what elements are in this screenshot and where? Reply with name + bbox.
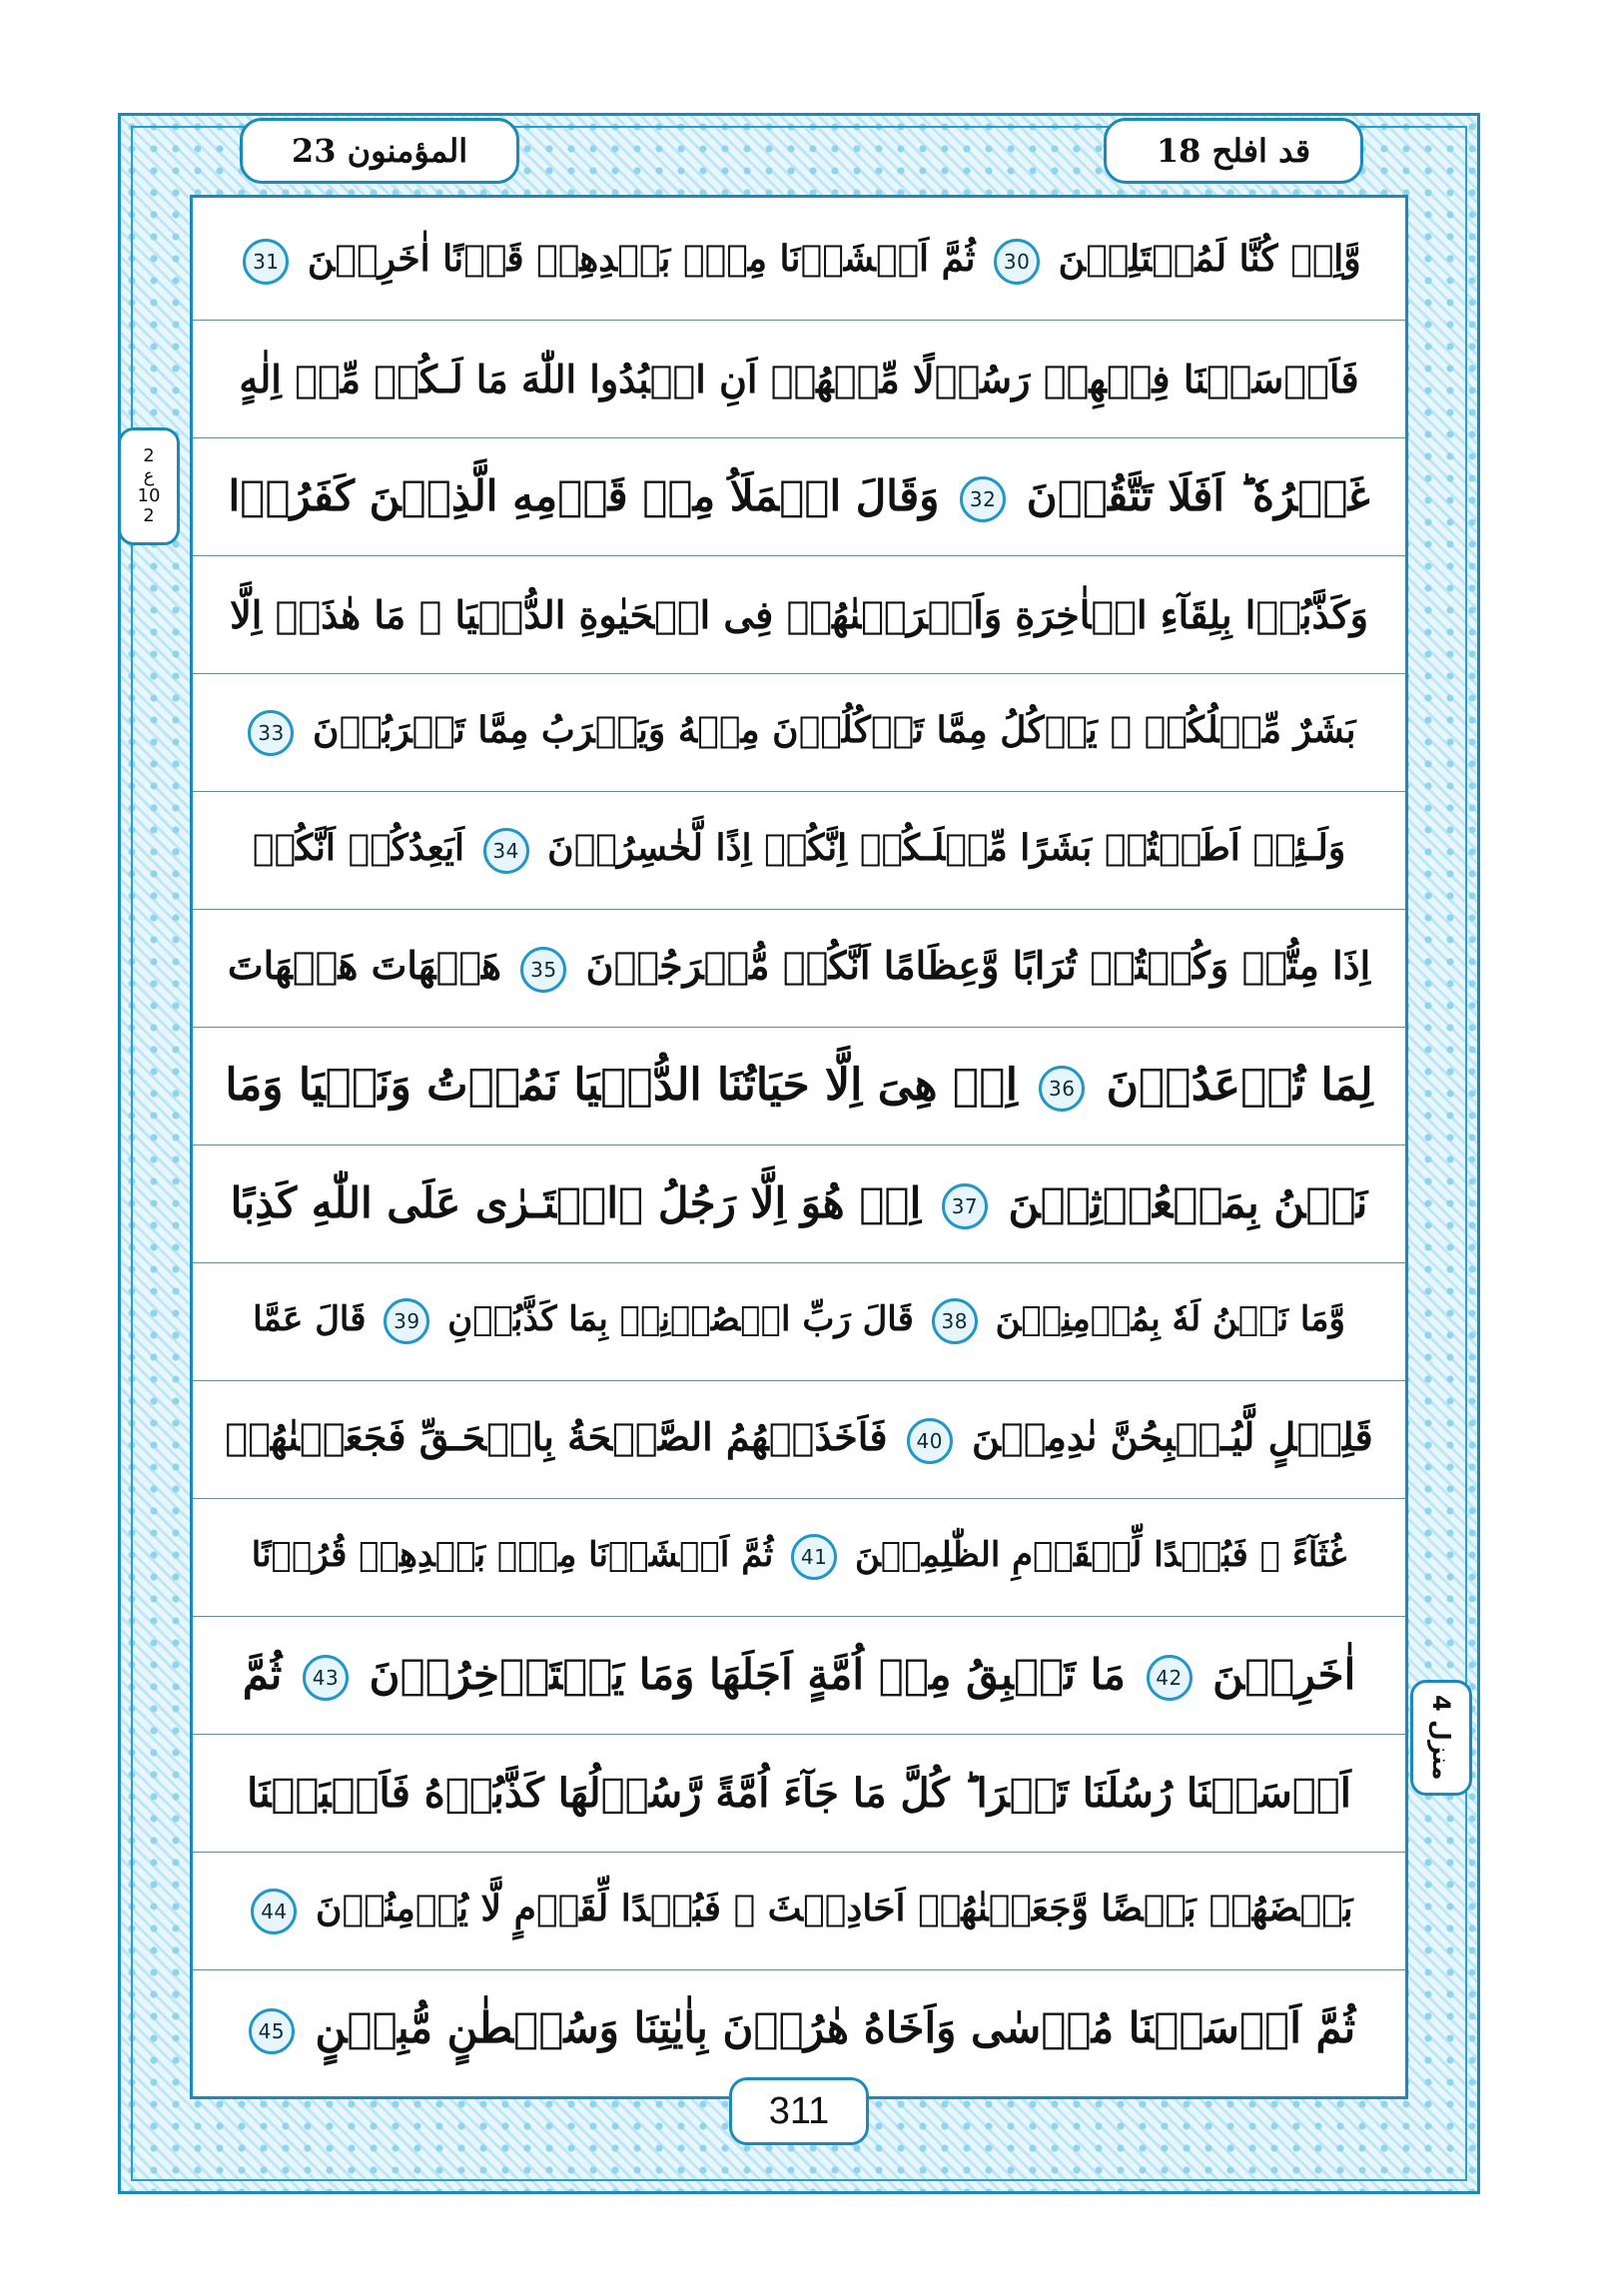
verse-line	[193, 1734, 1405, 1852]
ayah-number-marker: 44	[251, 1889, 297, 1934]
verse-line-text	[230, 592, 1368, 637]
verse-line-text	[252, 1534, 1347, 1580]
para-header	[1104, 118, 1363, 184]
ruku-symbol: ع	[143, 465, 155, 486]
verse-segment: قَالَ عَمَّا	[253, 1299, 367, 1339]
verse-line	[193, 437, 1405, 555]
verse-segment: نَحۡنُ بِمَبۡعُوۡثِيۡنَ	[1008, 1177, 1368, 1227]
verse-line	[193, 1852, 1405, 1969]
verse-line-text	[239, 357, 1358, 401]
verse-segment: فَاَرۡسَلۡنَا فِيۡهِمۡ رَسُوۡلًا مِّنۡهُمۡ اَنِ اعۡبُدُوا اللّٰهَ مَا لَـكُمۡ مِّنۡ اِلٰهٍ	[239, 356, 1359, 401]
verse-segment: قَلِيۡلٍ لَّيُـصۡبِحُنَّ نٰدِمِيۡنَ	[971, 1414, 1373, 1460]
verse-segment: وَلَـئِنۡ اَطَعۡتُمۡ بَشَرًا مِّثۡلَـكُمۡ اِنَّكُمۡ اِذًا لَّخٰسِرُوۡنَ	[547, 826, 1346, 869]
ayah-number-marker: 31	[243, 239, 289, 285]
verse-segment: وَّاِنۡ كُنَّا لَمُبۡتَلِيۡنَ	[1058, 237, 1361, 280]
verse-line-text	[243, 1650, 1356, 1701]
verse-segment: غُثَآءً ۚ فَبُعۡدًا لِّلۡقَوۡمِ الظّٰلِمِيۡنَ	[855, 1535, 1347, 1575]
ayah-number-marker: 40	[907, 1418, 953, 1464]
verse-line	[193, 1027, 1405, 1145]
ayah-number-marker: 37	[942, 1183, 988, 1229]
ayah-number-marker: 34	[483, 828, 529, 874]
verse-line	[193, 320, 1405, 437]
verse-segment: هَيۡهَاتَ هَيۡهَاتَ	[227, 943, 502, 989]
ruku-top: 2	[143, 445, 155, 466]
ayah-number-marker: 45	[249, 2008, 295, 2054]
verse-line-text	[237, 238, 1360, 285]
para-name: قد افلح 18	[1156, 132, 1311, 170]
verse-line-text	[242, 709, 1355, 756]
ruku-bottom: 2	[143, 505, 155, 526]
verse-segment: لِمَا تُوۡعَدُوۡنَ	[1106, 1060, 1373, 1112]
page-number	[729, 2077, 869, 2145]
verse-segment: ثُمَّ اَنۡشَاۡنَا مِنۡۢ بَعۡدِهِمۡ قُرُوۡنًا	[251, 1535, 774, 1575]
verse-line	[193, 1498, 1405, 1616]
verse-line-text	[225, 1060, 1372, 1112]
verse-segment: اِذَا مِتُّمۡ وَكُنۡتُمۡ تُرَابًا وَّعِظَامًا اَنَّكُمۡ مُّخۡرَجُوۡنَ	[585, 943, 1371, 989]
ayah-number-marker: 35	[520, 947, 566, 993]
surah-name: المؤمنون 23	[291, 132, 468, 170]
verse-segment: ثُمَّ اَرۡسَلۡنَا مُوۡسٰى وَاَخَاهُ هٰرُوۡنَ بِاٰيٰتِنَا وَسُلۡطٰنٍ مُّبِيۡنٍ	[315, 2002, 1356, 2052]
ayah-number-marker: 32	[960, 476, 1006, 522]
verse-line	[193, 1969, 1405, 2087]
quran-text-panel	[190, 195, 1408, 2099]
verse-segment: ثُمَّ	[242, 1649, 283, 1699]
verse-line-text	[225, 1414, 1372, 1464]
verse-segment: وَقَالَ الۡمَلَاُ مِنۡ قَوۡمِهِ الَّذِيۡنَ كَفَرُوۡا	[228, 470, 940, 520]
verse-line	[193, 202, 1405, 320]
verse-segment: اِنۡ هِىَ اِلَّا حَيَاتُنَا الدُّنۡيَا نَمُوۡتُ وَنَحۡيَا وَمَا	[225, 1060, 1018, 1112]
verse-line-text	[253, 1298, 1345, 1344]
verse-segment: بَشَرٌ مِّثۡلُكُمۡ ۙ يَاۡكُلُ مِمَّا تَاۡكُلُوۡنَ مِنۡهُ وَيَشۡرَبُ مِمَّا تَشۡرَبُوۡنَ	[313, 708, 1356, 751]
manzil-marker	[1410, 1680, 1472, 1796]
verse-line	[193, 673, 1405, 791]
verse-line-text	[231, 1178, 1368, 1229]
verse-line-text	[228, 943, 1370, 993]
verse-line	[193, 791, 1405, 909]
ayah-number-marker: 39	[384, 1298, 429, 1344]
manzil-label: منزل 4	[1427, 1695, 1455, 1781]
ayah-number-marker: 38	[932, 1298, 978, 1344]
verse-segment: اِنۡ هُوَ اِلَّا رَجُلُ ۨافۡتَـرٰى عَلَى اللّٰهِ كَذِبًا	[230, 1177, 922, 1227]
verse-segment: قَالَ رَبِّ انۡصُرۡنِىۡ بِمَا كَذَّبُوۡنِ	[447, 1299, 914, 1339]
verse-segment: فَاَخَذَتۡهُمُ الصَّيۡحَةُ بِالۡحَـقِّ فَجَعَلۡنٰهُمۡ	[225, 1414, 888, 1460]
verse-line-text	[245, 1888, 1352, 1934]
verse-segment: اَرۡسَلۡنَا رُسُلَنَا تَتۡرَا ؕ كُلَّ مَا جَآءَ اُمَّةً رَّسُوۡلُهَا كَذَّبُوۡهُ فَاَتۡبَعۡنَا	[247, 1769, 1351, 1817]
verse-segment: اٰخَرِيۡنَ	[1212, 1649, 1356, 1699]
verse-line	[193, 1262, 1405, 1380]
verse-line	[193, 1145, 1405, 1262]
ayah-number-marker: 30	[994, 239, 1040, 285]
verse-line-text	[247, 1770, 1351, 1817]
verse-segment: وَّمَا نَحۡنُ لَهٗ بِمُؤۡمِنِيۡنَ	[995, 1299, 1345, 1339]
ruku-marker	[118, 427, 180, 545]
verse-segment: مَا تَسۡبِقُ مِنۡ اُمَّةٍ اَجَلَهَا وَمَا يَسۡتَاۡخِرُوۡنَ	[369, 1649, 1126, 1699]
verse-line	[193, 1380, 1405, 1498]
verse-line-text	[253, 827, 1346, 874]
verse-line	[193, 555, 1405, 673]
ayah-number-marker: 43	[303, 1655, 349, 1701]
surah-header	[240, 118, 519, 184]
verse-segment: وَكَذَّبُوۡا بِلِقَآءِ الۡاٰخِرَةِ وَاَتۡرَفۡنٰهُمۡ فِى الۡحَيٰوةِ الدُّنۡيَا ۙ مَا هٰذَاۤ اِلَّا	[230, 591, 1368, 637]
verse-line	[193, 1616, 1405, 1734]
ayah-number-marker: 36	[1039, 1066, 1085, 1112]
verse-segment: ثُمَّ اَنۡشَاۡنَا مِنۡۢ بَعۡدِهِمۡ قَرۡنًا اٰخَرِيۡنَ	[307, 237, 976, 280]
verse-segment: اَيَعِدُكُمۡ اَنَّكُمۡ	[252, 826, 465, 869]
verse-line-text	[228, 471, 1369, 522]
verse-segment: غَيۡرُهٗ ؕ اَفَلَا تَتَّقُوۡنَ	[1026, 470, 1370, 520]
ruku-middle: 10	[137, 485, 161, 506]
verse-segment: بَعۡضَهُمۡ بَعۡضًا وَّجَعَلۡنٰهُمۡ اَحَادِيۡثَ ۚ فَبُعۡدًا لِّقَوۡمٍ لَّا يُؤۡمِنُوۡنَ	[315, 1887, 1353, 1929]
page-number-label: 311	[768, 2089, 830, 2132]
ayah-number-marker: 33	[248, 710, 294, 756]
ayah-number-marker: 42	[1147, 1655, 1193, 1701]
ayah-number-marker: 41	[791, 1534, 837, 1580]
verse-line-text	[243, 2003, 1355, 2054]
verse-line	[193, 909, 1405, 1027]
